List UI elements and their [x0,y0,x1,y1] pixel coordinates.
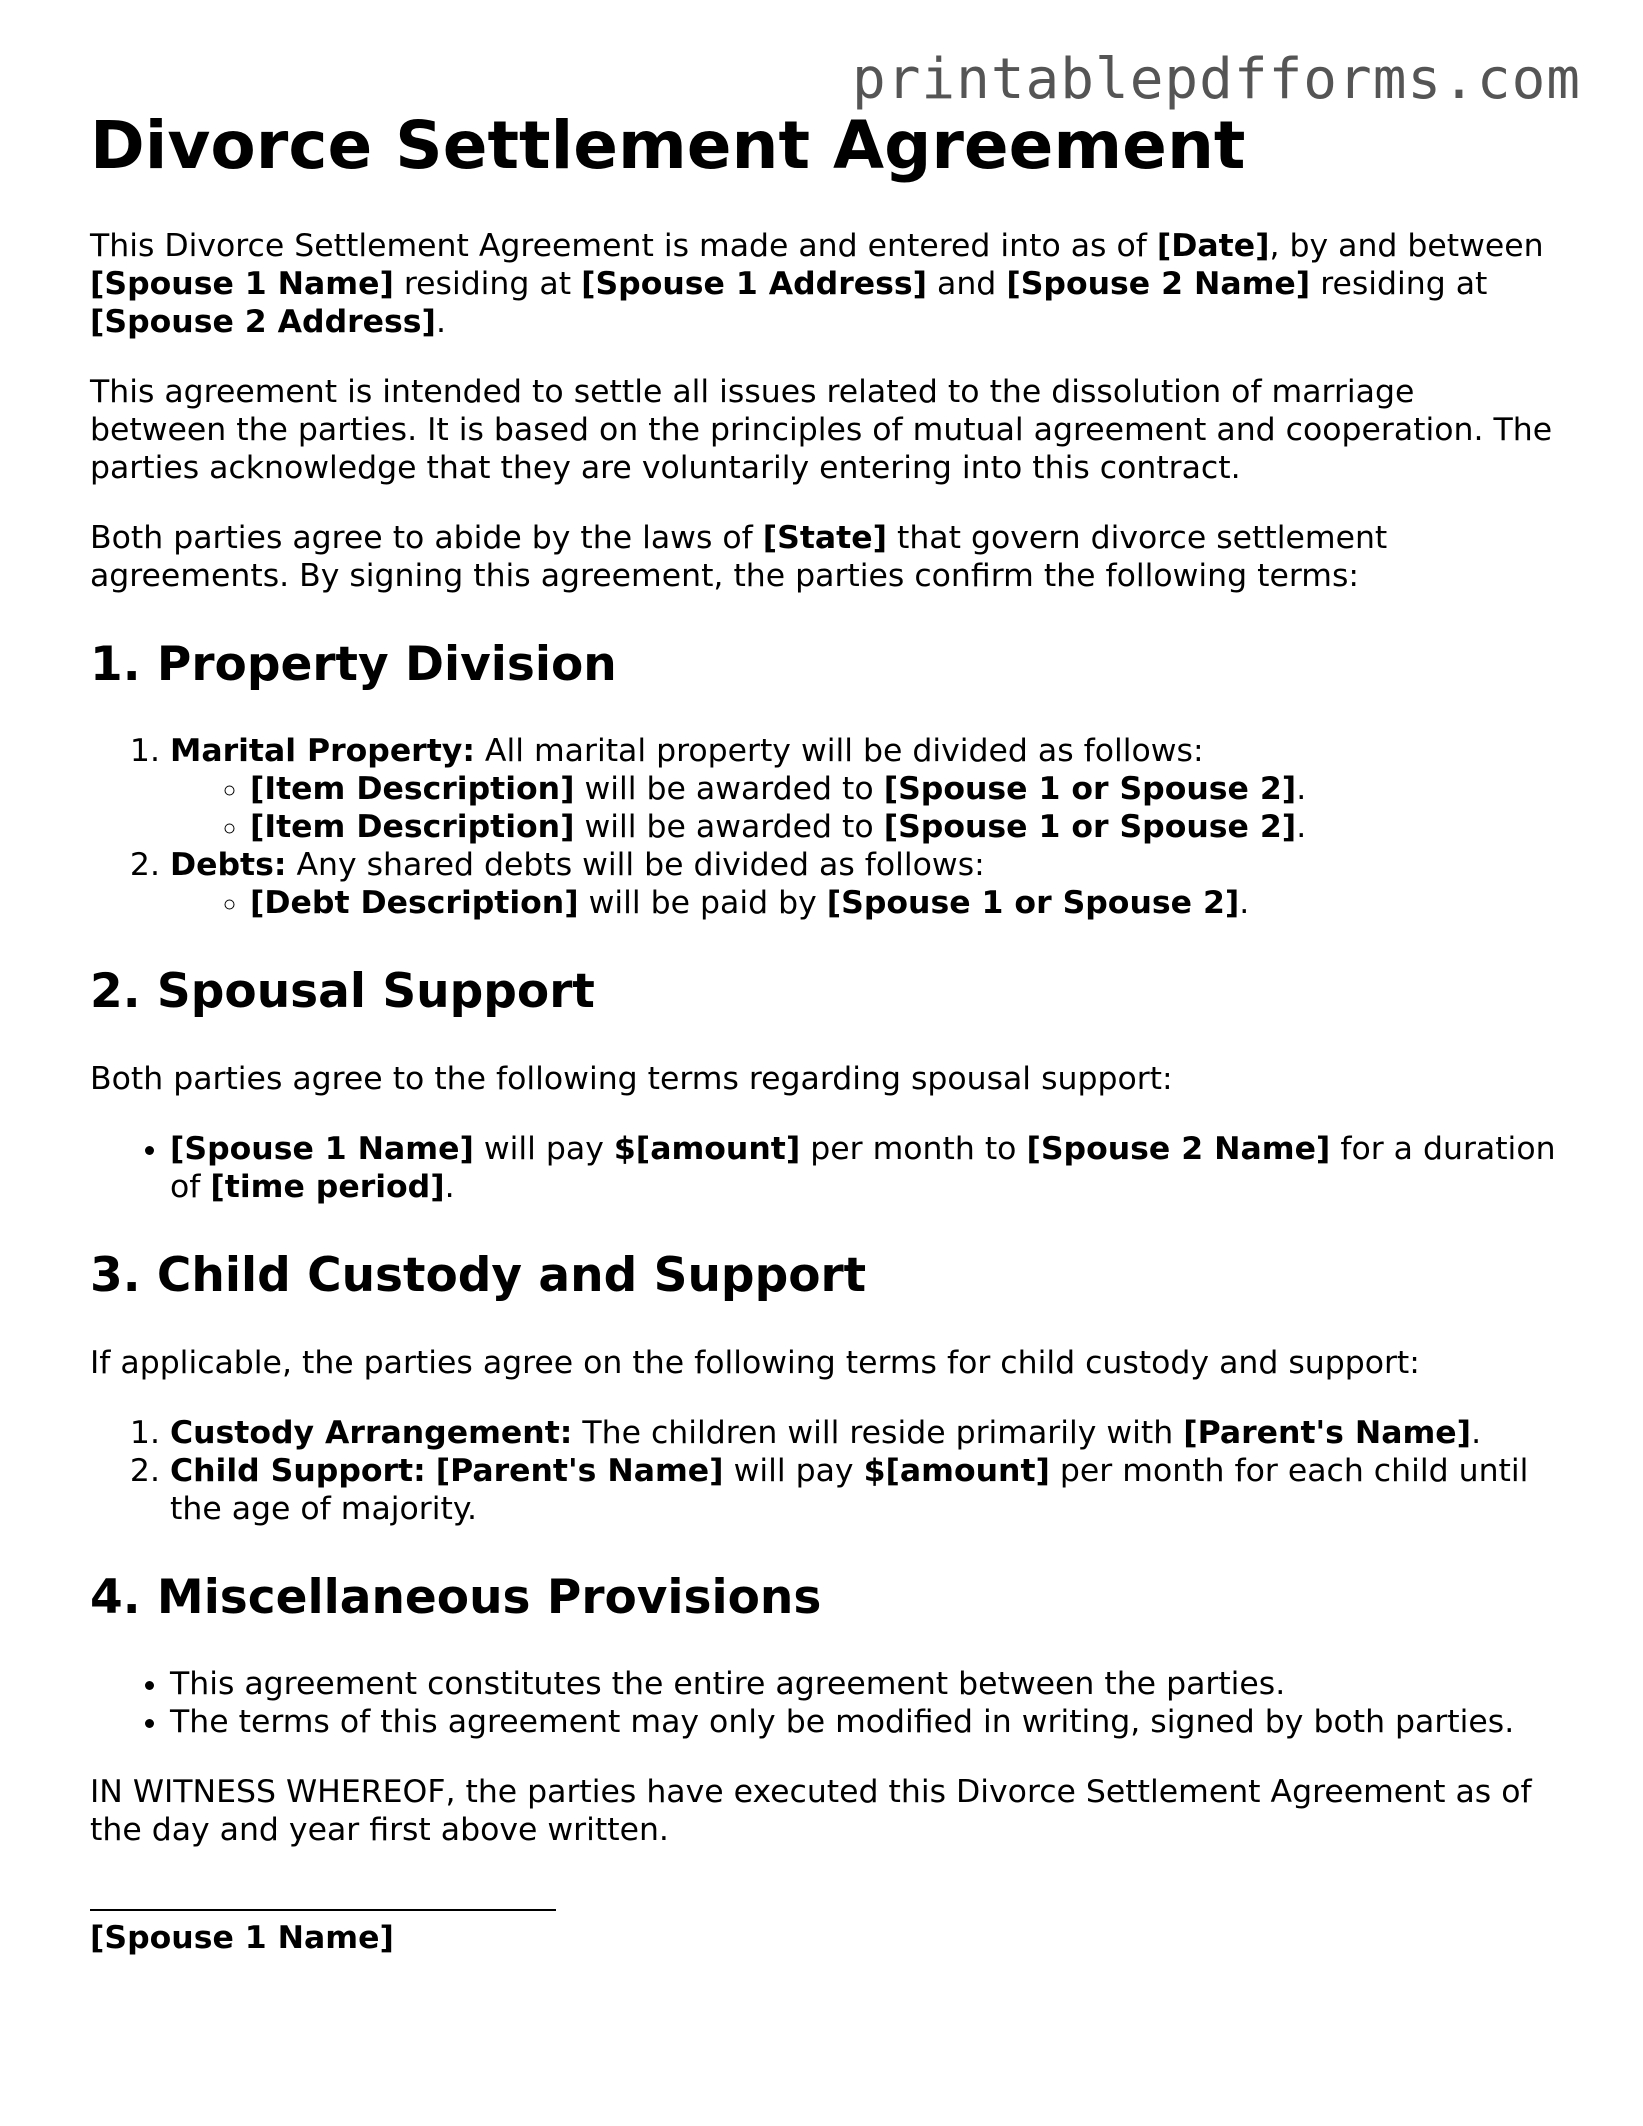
debts-sublist [170,884,1560,922]
list-item-child-support: 2. Child Support: [Parent's Name] will pay $[amount] per month for each child until the age of majority. [170,1452,1560,1528]
intro-paragraph-purpose: This agreement is intended to settle all issues related to the dissolution of marriage between the parties. It is based on the principles of mutual agreement and cooperation. The parties acknowledge that they are voluntarily entering into this contract. [90,373,1553,486]
spouse1-address-placeholder: [Spouse 1 Address] [581,265,928,302]
state-placeholder: [State] [762,519,887,556]
witness-paragraph: IN WITNESS WHEREOF, the parties have executed this Divorce Settlement Agreement as of the day and year first above written. [90,1774,1532,1849]
spousal-support-intro: Both parties agree to the following terms regarding spousal support: [90,1060,1173,1097]
signature-line [90,1909,556,1911]
property-division-list [90,732,1560,922]
document-title: Divorce Settlement Agreement [90,107,1246,184]
document-body [90,107,1560,1957]
spouse2-address-placeholder: [Spouse 2 Address] [90,303,436,340]
list-item: ◦ [Item Description] will be awarded to [Spouse 1 or Spouse 2]. [250,808,1560,846]
intro-paragraph-law: Both parties agree to abide by the laws of [State] that govern divorce settlement agreements. By signing this agreement, the parties confirm the following terms: [90,519,1388,594]
list-item-marital-property: 1. Marital Property: All marital property will be divided as follows: ◦ [Item Description] will be awarded to [Spouse 1 or Spouse 2]. ◦ [Item Description] will be awarded to [Spouse 1 or Spouse 2]. [170,732,1560,846]
list-item-debts: 2. Debts: Any shared debts will be divided as follows: ◦ [Debt Description] will be paid by [Spouse 1 or Spouse 2]. [170,846,1560,922]
list-item-custody-arrangement: 1. Custody Arrangement: The children will reside primarily with [Parent's Name]. [170,1414,1560,1452]
child-custody-list [90,1414,1560,1528]
spouse2-name-placeholder: [Spouse 2 Name] [1006,265,1311,302]
miscellaneous-list [90,1665,1560,1741]
list-item: ◦ [Debt Description] will be paid by [Spouse 1 or Spouse 2]. [250,884,1560,922]
marital-property-sublist [170,770,1560,846]
section-heading-property-division: 1. Property Division [90,636,617,692]
signature-name: [Spouse 1 Name] [90,1920,394,1957]
list-item: • [Spouse 1 Name] will pay $[amount] per month to [Spouse 2 Name] for a duration of [time period]. [170,1130,1560,1206]
list-item: ◦ [Item Description] will be awarded to [Spouse 1 or Spouse 2]. [250,770,1560,808]
watermark: printablepdfforms.com [851,47,1581,112]
section-heading-spousal-support: 2. Spousal Support [90,964,595,1020]
list-item: • This agreement constitutes the entire agreement between the parties. [170,1665,1560,1703]
section-heading-miscellaneous: 4. Miscellaneous Provisions [90,1569,822,1625]
section-heading-child-custody: 3. Child Custody and Support [90,1247,867,1303]
child-custody-intro: If applicable, the parties agree on the following terms for child custody and support: [90,1344,1420,1381]
spousal-support-list [90,1130,1560,1206]
intro-paragraph-parties: This Divorce Settlement Agreement is made and entered into as of [Date], by and between [Spouse 1 Name] residing at [Spouse 1 Address] and [Spouse 2 Name] residing at [Spouse 2 Address]. [90,227,1544,340]
list-item: • The terms of this agreement may only be modified in writing, signed by both parties. [170,1703,1560,1741]
date-placeholder: [Date] [1156,227,1270,264]
spouse1-name-placeholder: [Spouse 1 Name] [90,265,394,302]
